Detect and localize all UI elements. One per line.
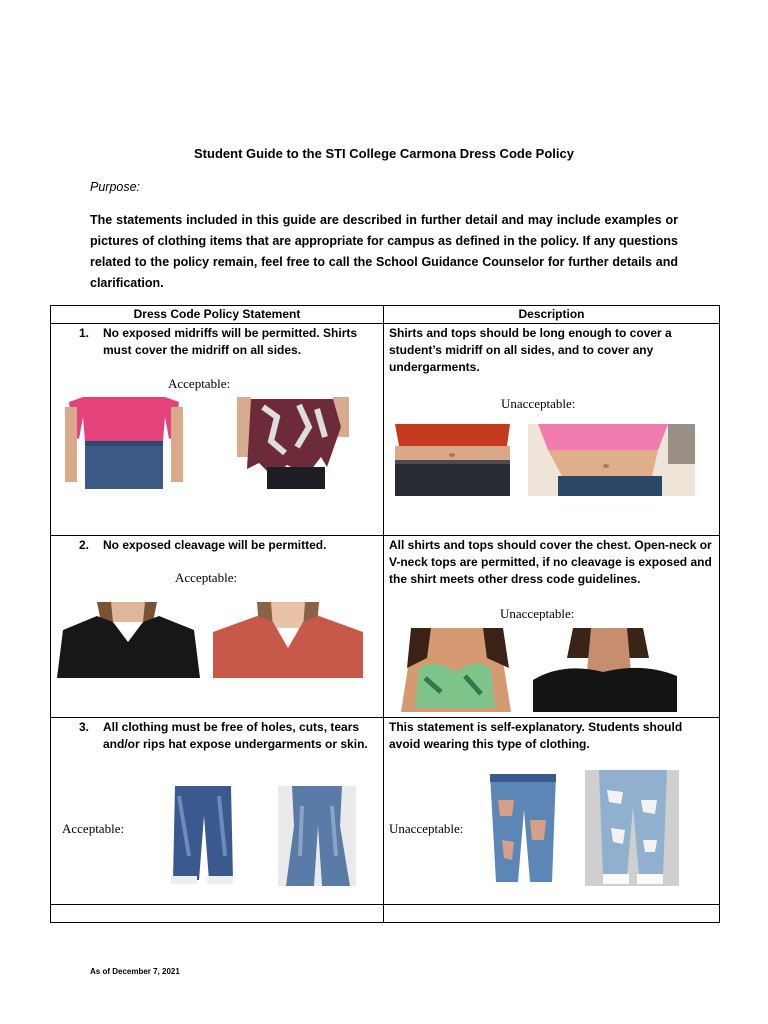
unacceptable-photo [391,628,522,712]
description-cell [384,536,720,718]
description-cell [384,718,720,905]
policy-statement [79,325,369,359]
statement-cell [51,536,384,718]
acceptable-photo [169,786,237,886]
header-description: Description [384,306,720,324]
policy-statement [79,719,369,753]
acceptable-photo [65,397,183,489]
acceptable-photo [278,786,356,886]
unacceptable-caption: Unacceptable: [389,821,464,836]
row-number: 2. [79,538,90,552]
policy-statement [79,537,369,554]
unacceptable-photo [533,628,677,712]
row-number: 3. [79,720,90,734]
empty-cell [51,905,384,923]
statement-text: All clothing must be free of holes, cuts, tears and/or rips hat expose undergarments or skin. [103,720,368,751]
empty-cell [384,905,720,923]
table-row [51,324,720,536]
acceptable-photo [237,397,349,489]
description-text: All shirts and tops should cover the chest. Open-neck or V-neck tops are permitted, if no cleavage is exposed and the shirt meets other dress code guidelines. [389,538,712,586]
unacceptable-photo [528,424,695,496]
statement-text: No exposed cleavage will be permitted. [103,538,327,552]
statement-cell [51,718,384,905]
unacceptable-photo [484,770,562,886]
description-text: This statement is self-explanatory. Students should avoid wearing this type of clothing. [389,720,683,751]
table-header-row [51,306,720,324]
footer-date: As of December 7, 2021 [90,967,180,976]
intro-paragraph: The statements included in this guide are described in further detail and may include examples or pictures of clothing items that are appropriate for campus as defined in the policy. If any questions related to the policy remain, feel free to call the School Guidance Counselor for further details and clarification. [90,213,678,290]
row-number: 1. [79,326,90,340]
purpose-label: Purpose: [90,180,141,194]
unacceptable-caption: Unacceptable: [500,606,575,621]
acceptable-photo [213,602,363,682]
table-row [51,536,720,718]
table-row [51,718,720,905]
statement-text: No exposed midriffs will be permitted. Shirts must cover the midriff on all sides. [103,326,358,357]
acceptable-caption: Acceptable: [168,376,231,391]
unacceptable-caption: Unacceptable: [501,396,576,411]
header-statement: Dress Code Policy Statement [51,306,384,324]
statement-cell [51,324,384,536]
acceptable-caption: Acceptable: [62,821,125,836]
table-row-empty [51,905,720,923]
dress-code-table [50,305,720,923]
unacceptable-photo [585,770,679,886]
description-text: Shirts and tops should be long enough to cover a student’s midriff on all sides, and to cover any undergarments. [389,326,672,374]
acceptable-caption: Acceptable: [175,570,238,585]
acceptable-photo [57,602,200,682]
unacceptable-photo [395,424,510,496]
document-title: Student Guide to the STI College Carmona Dress Code Policy [194,146,574,161]
description-cell [384,324,720,536]
